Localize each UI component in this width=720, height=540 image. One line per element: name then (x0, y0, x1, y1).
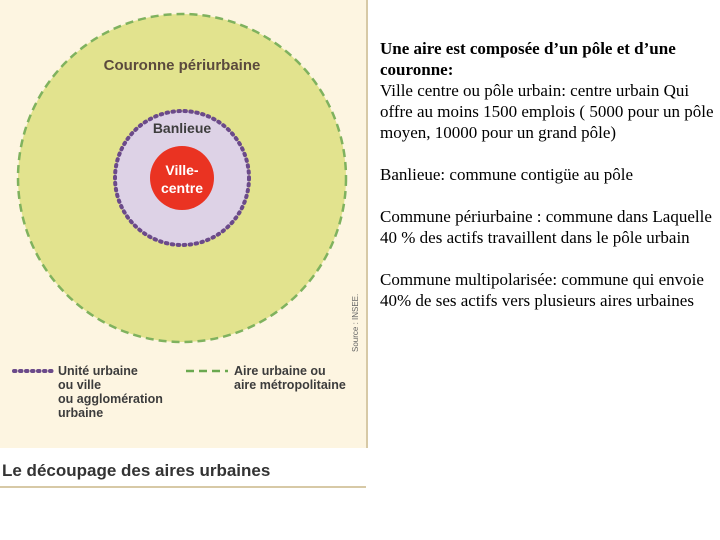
definitions-title: Une aire est composée d’un pôle et d’une couronne: (380, 39, 676, 79)
center-city (150, 146, 214, 210)
legend-label-aire-urbaine: Aire urbaine ou aire métropolitaine (234, 364, 346, 392)
figure-panel (0, 0, 372, 490)
legend-label-unite-urbaine: Unité urbaine ou ville ou agglomération urbaine (58, 364, 163, 420)
definition-multipolarisee: Commune multipolarisée: commune qui envoie 40% de ses actifs vers plusieurs aires urbaines (380, 270, 704, 310)
definitions-text (380, 38, 716, 311)
label-ville-line2: centre (160, 180, 204, 196)
label-ville-line1: Ville- (165, 162, 199, 178)
definition-periurbaine: Commune périurbaine : commune dans Laquelle 40 % des actifs travaillent dans le pôle urbain (380, 207, 712, 247)
definition-banlieue: Banlieue: commune contigüe au pôle (380, 165, 634, 184)
label-couronne-periurbaine: Couronne périurbaine (103, 57, 261, 74)
source-note: Source : INSEE. (351, 293, 360, 352)
label-banlieue: Banlieue (152, 120, 212, 136)
figure-caption: Le découpage des aires urbaines (2, 461, 271, 480)
definition-ville-centre: Ville centre ou pôle urbain: centre urbain Qui offre au moins 1500 emplois ( 5000 pour un pôle moyen, 10000 pour un grand pôle) (380, 81, 714, 142)
caption-divider (0, 486, 366, 488)
